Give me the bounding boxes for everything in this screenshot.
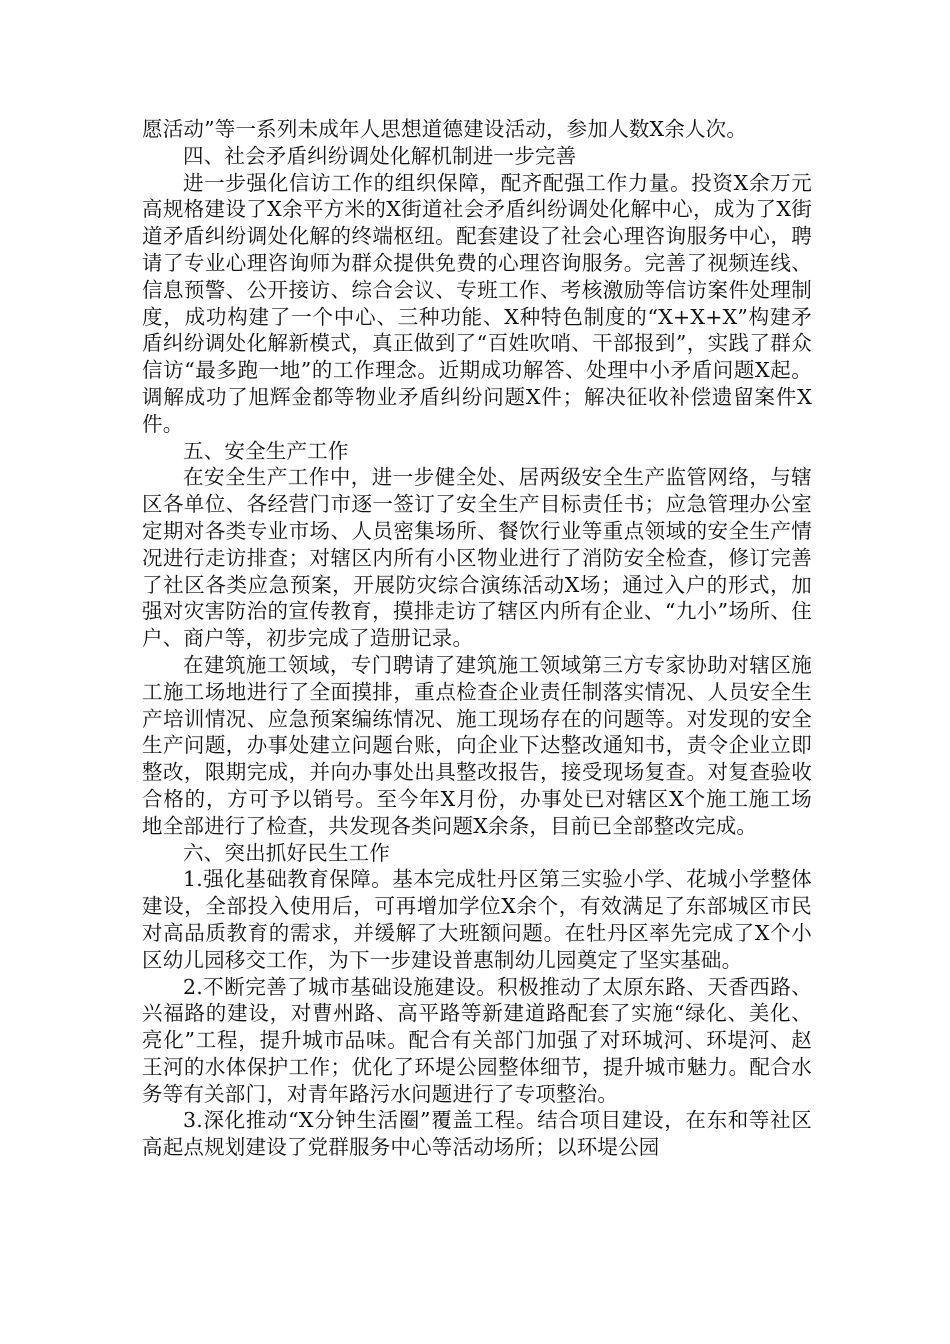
section-heading-5: 五、安全生产工作 — [183, 438, 349, 463]
document-page — [142, 116, 812, 1161]
paragraph-construction-safety: 在建筑施工领域，专门聘请了建筑施工领域第三方专家协助对辖区施工施工场地进行了全面摸排，重点检查企业责任制落实情况、人员安全生产培训情况、应急预案编练情况、施工现场存在的问题等。对发现的安全生产问题，办事处建立问题台账，向企业下达整改通知书，责令企业立即整改，限期完成，并向办事处出具整改报告，接受现场复查。对复查验收合格的，方可予以销号。至今年X月份，办事处已对辖区X个施工施工场地全部进行了检查，共发现各类问题X余条，目前已全部整改完成。 — [142, 652, 812, 838]
paragraph-infrastructure: 2.不断完善了城市基础设施建设。积极推动了太原东路、天香西路、兴福路的建设，对曹州路、高平路等新建道路配套了实施“绿化、美化、亮化”工程，提升城市品味。配合有关部门加强了对环城河、环堤河、赵王河的水体保护工作；优化了环堤公园整体细节，提升城市魅力。配合水务等有关部门，对青年路污水问题进行了专项整治。 — [142, 974, 812, 1106]
section-heading-4: 四、社会矛盾纠纷调处化解机制进一步完善 — [183, 143, 577, 168]
paragraph-continuation: 愿活动”等一系列未成年人思想道德建设活动，参加人数X余人次。 — [142, 117, 748, 141]
paragraph-life-circle: 3.深化推动“X分钟生活圈”覆盖工程。结合项目建设，在东和等社区高起点规划建设了党群服务中心等活动场所；以环堤公园 — [142, 1108, 812, 1160]
paragraph-education: 1.强化基础教育保障。基本完成牡丹区第三实验小学、花城小学整体建设，全部投入使用后，可再增加学位X余个，有效满足了东部城区市民对高品质教育的需求，并缓解了大班额问题。在牡丹区率先完成了X个小区幼儿园移交工作，为下一步建设普惠制幼儿园奠定了坚实基础。 — [142, 867, 812, 972]
paragraph-petition-work: 进一步强化信访工作的组织保障，配齐配强工作力量。投资X余万元高规格建设了X余平方米的X街道社会矛盾纠纷调处化解中心，成为了X街道矛盾纠纷调处化解的终端枢纽。配套建设了社会心理咨询服务中心，聘请了专业心理咨询师为群众提供免费的心理咨询服务。完善了视频连线、信息预警、公开接访、综合会议、专班工作、考核激励等信访案件处理制度，成功构建了一个中心、三种功能、X种特色制度的“X+X+X”构建矛盾纠纷调处化解新模式，真正做到了“百姓吹哨、干部报到”，实践了群众信访“最多跑一地”的工作理念。近期成功解答、处理中小矛盾问题X起。调解成功了旭辉金都等物业矛盾纠纷问题X件；解决征收补偿遗留案件X件。 — [142, 170, 812, 436]
section-heading-6: 六、突出抓好民生工作 — [183, 840, 390, 865]
paragraph-safety-production: 在安全生产工作中，进一步健全处、居两级安全生产监管网络，与辖区各单位、各经营门市逐一签订了安全生产目标责任书；应急管理办公室定期对各类专业市场、人员密集场所、餐饮行业等重点领域的安全生产情况进行走访排查；对辖区内所有小区物业进行了消防安全检查，修订完善了社区各类应急预案，开展防灾综合演练活动X场；通过入户的形式，加强对灾害防治的宣传教育，摸排走访了辖区内所有企业、“九小”场所、住户、商户等，初步完成了造册记录。 — [142, 465, 812, 651]
